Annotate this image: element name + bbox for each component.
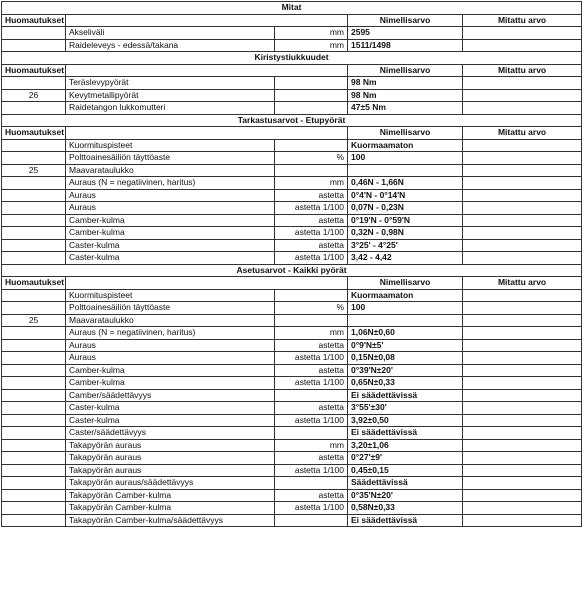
nominal-value: 1511/1498 (348, 39, 463, 52)
nominal-header: Nimellisarvo (348, 277, 463, 290)
parameter-label: Maavarataulukko (66, 314, 275, 327)
parameter-label: Auraus (66, 202, 275, 215)
nominal-value: 0,07N - 0,23N (348, 202, 463, 215)
section-title: Tarkastusarvot - Etupyörät (2, 114, 582, 127)
note-cell (2, 502, 66, 515)
table-row (2, 364, 582, 377)
nominal-value: Ei säädettävissä (348, 389, 463, 402)
unit-cell: mm (275, 327, 348, 340)
empty-header-cell (66, 14, 348, 27)
nominal-value: 47±5 Nm (348, 102, 463, 115)
unit-cell: astetta 1/100 (275, 377, 348, 390)
measured-value-cell[interactable] (463, 489, 582, 502)
parameter-label: Camber-kulma (66, 364, 275, 377)
nominal-value: 0,65N±0,33 (348, 377, 463, 390)
nominal-value (348, 164, 463, 177)
measured-value-cell[interactable] (463, 77, 582, 90)
note-cell (2, 177, 66, 190)
table-row (2, 402, 582, 415)
measured-value-cell[interactable] (463, 39, 582, 52)
table-row (2, 152, 582, 165)
unit-cell: mm (275, 39, 348, 52)
nominal-header: Nimellisarvo (348, 64, 463, 77)
note-cell (2, 514, 66, 527)
measured-header: Mitattu arvo (463, 127, 582, 140)
unit-cell (275, 139, 348, 152)
note-cell (2, 227, 66, 240)
table-row (2, 377, 582, 390)
nominal-value: Kuormaamaton (348, 139, 463, 152)
nominal-value: 98 Nm (348, 77, 463, 90)
measured-value-cell[interactable] (463, 27, 582, 40)
measured-value-cell[interactable] (463, 402, 582, 415)
measured-header: Mitattu arvo (463, 277, 582, 290)
note-cell (2, 477, 66, 490)
parameter-label: Takapyörän Camber-kulma (66, 502, 275, 515)
nominal-value: 0°27'±9' (348, 452, 463, 465)
measured-value-cell[interactable] (463, 89, 582, 102)
nominal-value: 0,58N±0,33 (348, 502, 463, 515)
section-title-row (2, 264, 582, 277)
parameter-label: Takapyörän auraus (66, 452, 275, 465)
note-cell (2, 389, 66, 402)
measured-value-cell[interactable] (463, 352, 582, 365)
measured-value-cell[interactable] (463, 102, 582, 115)
measured-value-cell[interactable] (463, 377, 582, 390)
parameter-label: Takapyörän auraus (66, 464, 275, 477)
specification-sheet (1, 1, 581, 527)
parameter-label: Auraus (N = negatiivinen, haritus) (66, 177, 275, 190)
section-title-row (2, 52, 582, 65)
parameter-label: Auraus (N = negatiivinen, haritus) (66, 327, 275, 340)
measured-value-cell[interactable] (463, 414, 582, 427)
empty-header-cell (66, 127, 348, 140)
measured-value-cell[interactable] (463, 302, 582, 315)
measured-value-cell[interactable] (463, 239, 582, 252)
table-row (2, 514, 582, 527)
nominal-value: Kuormaamaton (348, 289, 463, 302)
table-row (2, 89, 582, 102)
nominal-value: 0,46N - 1,66N (348, 177, 463, 190)
nominal-value: 100 (348, 302, 463, 315)
table-row (2, 139, 582, 152)
measured-value-cell[interactable] (463, 164, 582, 177)
unit-cell: astetta (275, 339, 348, 352)
measured-value-cell[interactable] (463, 227, 582, 240)
unit-cell: astetta 1/100 (275, 252, 348, 265)
nominal-value: 0,45±0,15 (348, 464, 463, 477)
table-row (2, 227, 582, 240)
note-cell (2, 439, 66, 452)
nominal-header: Nimellisarvo (348, 14, 463, 27)
note-cell (2, 414, 66, 427)
unit-cell (275, 477, 348, 490)
unit-cell: astetta 1/100 (275, 502, 348, 515)
table-row (2, 102, 582, 115)
column-header-row (2, 64, 582, 77)
table-row (2, 314, 582, 327)
measured-value-cell[interactable] (463, 289, 582, 302)
parameter-label: Camber/säädettävyys (66, 389, 275, 402)
nominal-value: Säädettävissä (348, 477, 463, 490)
note-cell (2, 27, 66, 40)
measured-value-cell[interactable] (463, 252, 582, 265)
nominal-value: 3,92±0,50 (348, 414, 463, 427)
note-cell (2, 252, 66, 265)
table-row (2, 177, 582, 190)
nominal-value: 3,20±1,06 (348, 439, 463, 452)
parameter-label: Takapyörän auraus/säädettävyys (66, 477, 275, 490)
unit-cell: astetta 1/100 (275, 227, 348, 240)
note-cell: 25 (2, 164, 66, 177)
measured-value-cell[interactable] (463, 389, 582, 402)
section-title: Kiristystiukkuudet (2, 52, 582, 65)
table-row (2, 439, 582, 452)
unit-cell (275, 389, 348, 402)
section-title-row (2, 2, 582, 15)
note-cell (2, 239, 66, 252)
nominal-value: 0°39'N±20' (348, 364, 463, 377)
measured-header: Mitattu arvo (463, 14, 582, 27)
table-row (2, 389, 582, 402)
notes-header: Huomautukset (2, 127, 66, 140)
parameter-label: Auraus (66, 339, 275, 352)
table-row (2, 27, 582, 40)
unit-cell: mm (275, 177, 348, 190)
parameter-label: Raideleveys - edessä/takana (66, 39, 275, 52)
unit-cell: % (275, 302, 348, 315)
section-title: Asetusarvot - Kaikki pyörät (2, 264, 582, 277)
unit-cell (275, 289, 348, 302)
unit-cell (275, 102, 348, 115)
unit-cell: astetta (275, 452, 348, 465)
parameter-label: Caster/säädettävyys (66, 427, 275, 440)
table-row (2, 77, 582, 90)
parameter-label: Takapyörän Camber-kulma (66, 489, 275, 502)
parameter-label: Kuormituspisteet (66, 289, 275, 302)
table-row (2, 477, 582, 490)
measured-value-cell[interactable] (463, 139, 582, 152)
parameter-label: Polttoainesäiliön täyttöaste (66, 152, 275, 165)
measured-value-cell[interactable] (463, 177, 582, 190)
empty-header-cell (66, 277, 348, 290)
table-row (2, 502, 582, 515)
notes-header: Huomautukset (2, 64, 66, 77)
note-cell (2, 152, 66, 165)
measured-value-cell[interactable] (463, 477, 582, 490)
unit-cell: astetta (275, 239, 348, 252)
measured-value-cell[interactable] (463, 339, 582, 352)
unit-cell: astetta (275, 189, 348, 202)
note-cell (2, 102, 66, 115)
measured-value-cell[interactable] (463, 214, 582, 227)
nominal-value: Ei säädettävissä (348, 514, 463, 527)
table-row (2, 214, 582, 227)
table-row (2, 164, 582, 177)
measured-value-cell[interactable] (463, 202, 582, 215)
nominal-value: 0°4'N - 0°14'N (348, 189, 463, 202)
note-cell: 25 (2, 314, 66, 327)
note-cell (2, 377, 66, 390)
measured-value-cell[interactable] (463, 152, 582, 165)
note-cell (2, 427, 66, 440)
parameter-label: Takapyörän Camber-kulma/säädettävyys (66, 514, 275, 527)
note-cell (2, 489, 66, 502)
parameter-label: Auraus (66, 189, 275, 202)
unit-cell: astetta (275, 214, 348, 227)
nominal-value: 0°35'N±20' (348, 489, 463, 502)
section-title: Mitat (2, 2, 582, 15)
measured-value-cell[interactable] (463, 314, 582, 327)
parameter-label: Takapyörän auraus (66, 439, 275, 452)
notes-header: Huomautukset (2, 14, 66, 27)
note-cell (2, 139, 66, 152)
parameter-label: Raidetangon lukkomutteri (66, 102, 275, 115)
measured-value-cell[interactable] (463, 427, 582, 440)
parameter-label: Polttoainesäiliön täyttöaste (66, 302, 275, 315)
nominal-value: 2595 (348, 27, 463, 40)
column-header-row (2, 127, 582, 140)
unit-cell (275, 164, 348, 177)
note-cell (2, 352, 66, 365)
nominal-value: 0,32N - 0,98N (348, 227, 463, 240)
table-row (2, 452, 582, 465)
note-cell (2, 452, 66, 465)
nominal-value: 3,42 - 4,42 (348, 252, 463, 265)
note-cell (2, 289, 66, 302)
table-row (2, 427, 582, 440)
measured-value-cell[interactable] (463, 189, 582, 202)
notes-header: Huomautukset (2, 277, 66, 290)
unit-cell: astetta (275, 364, 348, 377)
unit-cell (275, 427, 348, 440)
measured-value-cell[interactable] (463, 514, 582, 527)
unit-cell: mm (275, 439, 348, 452)
parameter-label: Caster-kulma (66, 239, 275, 252)
nominal-value: 0°19'N - 0°59'N (348, 214, 463, 227)
note-cell (2, 202, 66, 215)
nominal-value: 0,15N±0,08 (348, 352, 463, 365)
empty-header-cell (66, 64, 348, 77)
parameter-label: Kevytmetallipyörät (66, 89, 275, 102)
table-row (2, 464, 582, 477)
measured-header: Mitattu arvo (463, 64, 582, 77)
nominal-value: 1,06N±0,60 (348, 327, 463, 340)
unit-cell: astetta 1/100 (275, 414, 348, 427)
nominal-header: Nimellisarvo (348, 127, 463, 140)
section-title-row (2, 114, 582, 127)
parameter-label: Caster-kulma (66, 414, 275, 427)
note-cell (2, 189, 66, 202)
note-cell (2, 402, 66, 415)
table-row (2, 489, 582, 502)
table-row (2, 202, 582, 215)
note-cell (2, 77, 66, 90)
note-cell (2, 214, 66, 227)
table-row (2, 239, 582, 252)
unit-cell (275, 314, 348, 327)
unit-cell (275, 514, 348, 527)
parameter-label: Kuormituspisteet (66, 139, 275, 152)
unit-cell: mm (275, 27, 348, 40)
note-cell (2, 302, 66, 315)
parameter-label: Caster-kulma (66, 402, 275, 415)
parameter-label: Akseliväli (66, 27, 275, 40)
table-row (2, 39, 582, 52)
measured-value-cell[interactable] (463, 464, 582, 477)
parameter-label: Auraus (66, 352, 275, 365)
column-header-row (2, 14, 582, 27)
unit-cell: astetta 1/100 (275, 464, 348, 477)
unit-cell: astetta 1/100 (275, 352, 348, 365)
table-row (2, 352, 582, 365)
note-cell (2, 39, 66, 52)
table-row (2, 339, 582, 352)
parameter-label: Maavarataulukko (66, 164, 275, 177)
note-cell (2, 464, 66, 477)
table-row (2, 189, 582, 202)
table-row (2, 327, 582, 340)
unit-cell: astetta (275, 489, 348, 502)
nominal-value (348, 314, 463, 327)
note-cell: 26 (2, 89, 66, 102)
parameter-label: Camber-kulma (66, 377, 275, 390)
note-cell (2, 327, 66, 340)
table-row (2, 302, 582, 315)
unit-cell: astetta 1/100 (275, 202, 348, 215)
note-cell (2, 364, 66, 377)
parameter-label: Caster-kulma (66, 252, 275, 265)
column-header-row (2, 277, 582, 290)
parameter-label: Camber-kulma (66, 214, 275, 227)
table-row (2, 289, 582, 302)
nominal-value: 3°25' - 4°25' (348, 239, 463, 252)
measured-value-cell[interactable] (463, 439, 582, 452)
unit-cell: astetta (275, 402, 348, 415)
nominal-value: 98 Nm (348, 89, 463, 102)
measured-value-cell[interactable] (463, 502, 582, 515)
parameter-label: Teräslevypyörät (66, 77, 275, 90)
parameter-label: Camber-kulma (66, 227, 275, 240)
measured-value-cell[interactable] (463, 364, 582, 377)
unit-cell: % (275, 152, 348, 165)
nominal-value: Ei säädettävissä (348, 427, 463, 440)
table-row (2, 252, 582, 265)
table-row (2, 414, 582, 427)
nominal-value: 100 (348, 152, 463, 165)
note-cell (2, 339, 66, 352)
measured-value-cell[interactable] (463, 327, 582, 340)
unit-cell (275, 77, 348, 90)
nominal-value: 3°55'±30' (348, 402, 463, 415)
measured-value-cell[interactable] (463, 452, 582, 465)
specification-table (1, 1, 582, 527)
unit-cell (275, 89, 348, 102)
nominal-value: 0°9'N±5' (348, 339, 463, 352)
